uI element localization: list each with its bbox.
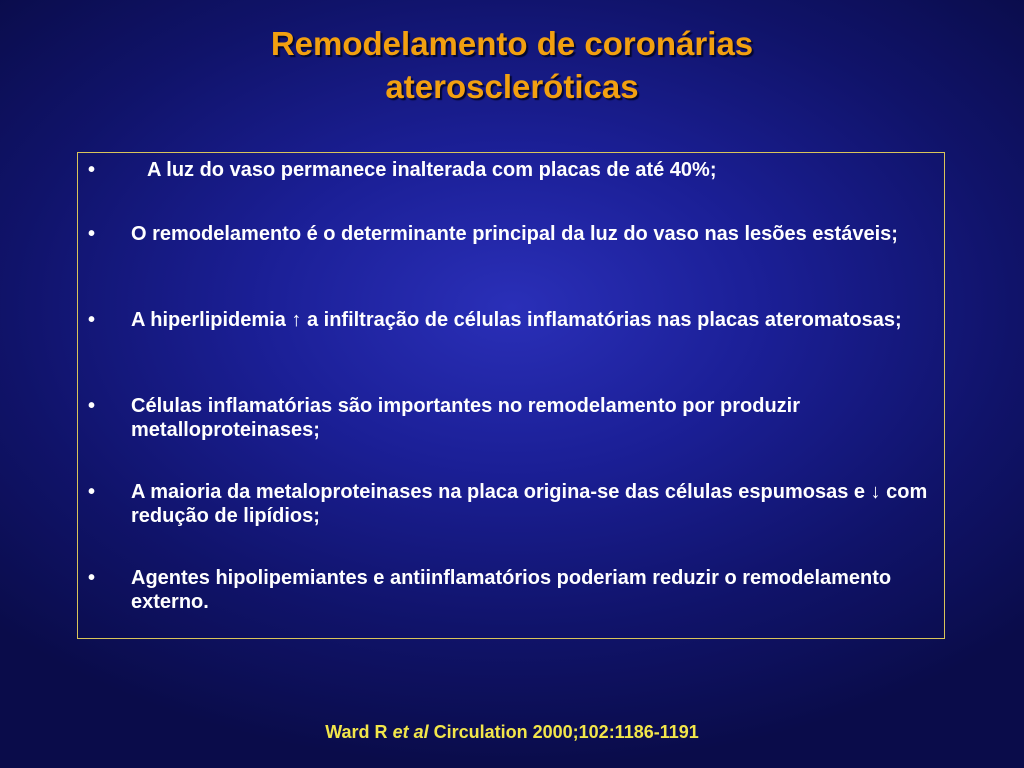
bullet-marker: • bbox=[88, 481, 96, 503]
bullet-text: O remodelamento é o determinante principal da luz do vaso nas lesões estáveis; bbox=[131, 223, 898, 245]
bullet-text: A luz do vaso permanece inalterada com placas de até 40%; bbox=[147, 159, 717, 181]
citation-etal: et al bbox=[392, 722, 429, 742]
content-box bbox=[77, 152, 945, 639]
bullet-marker: • bbox=[88, 395, 96, 417]
citation-source: Circulation 2000;102:1186-1191 bbox=[433, 722, 699, 742]
bullet-text: Agentes hipolipemiantes e antiinflamatórios poderiam reduzir o remodelamento externo. bbox=[131, 567, 892, 613]
slide-title bbox=[0, 22, 1024, 108]
slide-title-line-2: ateroscleróticas bbox=[385, 68, 639, 105]
citation bbox=[0, 722, 1024, 743]
bullet-text: A maioria da metaloproteinases na placa origina-se das células espumosas e ↓ com redução de lipídios; bbox=[131, 481, 928, 527]
bullet-marker: • bbox=[88, 309, 96, 331]
bullet-text: A hiperlipidemia ↑ a infiltração de células inflamatórias nas placas ateromatosas; bbox=[131, 309, 902, 331]
bullet-marker: • bbox=[88, 159, 96, 181]
bullet-marker: • bbox=[88, 223, 96, 245]
bullet-marker: • bbox=[88, 567, 96, 589]
bullet-text: Células inflamatórias são importantes no remodelamento por produzir metalloproteinases; bbox=[131, 395, 801, 441]
citation-author: Ward R bbox=[325, 722, 388, 742]
slide-title-line-1: Remodelamento de coronárias bbox=[270, 25, 754, 62]
